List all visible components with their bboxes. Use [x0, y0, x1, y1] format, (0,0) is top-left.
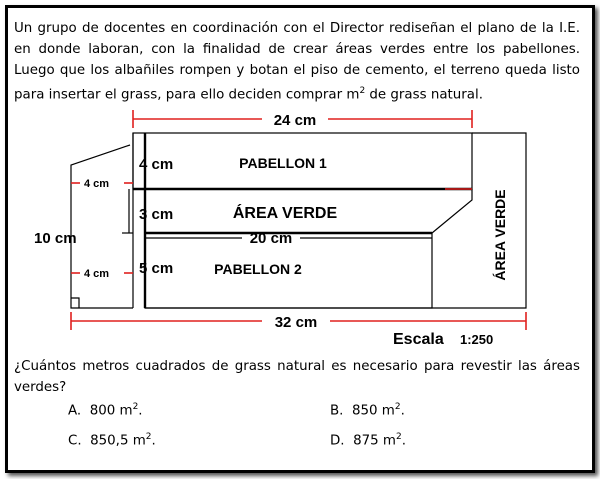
- pabellon-1-label: PABELLON 1: [239, 155, 327, 171]
- option-d[interactable]: D. 875 $m^2$.: [330, 432, 406, 449]
- top-dimension-label: 24 cm: [273, 112, 317, 129]
- option-a-value: 800 m: [89, 403, 133, 419]
- vertical-area-verde-label: ÁREA VERDE: [492, 189, 508, 281]
- bottom-dimension-label: 32 cm: [274, 314, 318, 331]
- option-c-value: 850,5 m: [90, 433, 146, 449]
- question-text: ¿Cuántos metros cuadrados de grass natural es necesario para revestir las áreas verdes?: [14, 359, 580, 395]
- statement-exponent: 2: [359, 86, 366, 96]
- option-d-letter: D.: [330, 433, 345, 449]
- option-b-letter: B.: [330, 403, 344, 419]
- option-d-exponent: 2: [395, 432, 402, 442]
- option-c[interactable]: C. 850,5 $m^2$.: [68, 432, 156, 449]
- statement-end: de grass natural.: [365, 87, 483, 103]
- right-angle-mark: [71, 298, 79, 308]
- area-verde-label: ÁREA VERDE: [232, 205, 338, 222]
- left-upper-label: 4 cm: [84, 178, 110, 190]
- option-b[interactable]: B. 850 $m^2$.: [330, 402, 405, 419]
- option-a[interactable]: A. 800 $m^2$.: [68, 402, 143, 419]
- right-area-boundary: [432, 133, 526, 308]
- statement-text: Un grupo de docentes en coordinación con el Director rediseñan el plano de la I.E. en donde laboran, con la finalidad de crear áreas verdes entre los pabellones. Luego que los albañiles rompen y botan el piso de cemento, el terreno queda listo para insertar el grass, para ello deciden comprar m: [14, 21, 580, 103]
- option-c-letter: C.: [68, 433, 82, 449]
- option-c-exponent: 2: [145, 432, 152, 442]
- scale-value: 1:250: [460, 332, 494, 347]
- left-lower-label: 4 cm: [84, 268, 110, 280]
- option-b-value: 850 m: [351, 403, 395, 419]
- outer-left-boundary: [71, 145, 133, 308]
- left-height-label: 10 cm: [34, 230, 77, 247]
- middle-dimension-label: 20 cm: [249, 230, 293, 247]
- green-height-label: 3 cm: [139, 206, 174, 223]
- pab2-height-label: 5 cm: [139, 260, 174, 277]
- option-d-value: 875 m: [353, 433, 396, 449]
- option-a-letter: A.: [68, 403, 82, 419]
- option-b-exponent: 2: [394, 402, 401, 412]
- scale-label: Escala: [393, 331, 444, 348]
- option-a-exponent: 2: [132, 402, 139, 412]
- pabellon-2-label: PABELLON 2: [214, 261, 302, 277]
- pab1-height-label: 4 cm: [139, 156, 174, 173]
- green-area-edge: [432, 189, 472, 233]
